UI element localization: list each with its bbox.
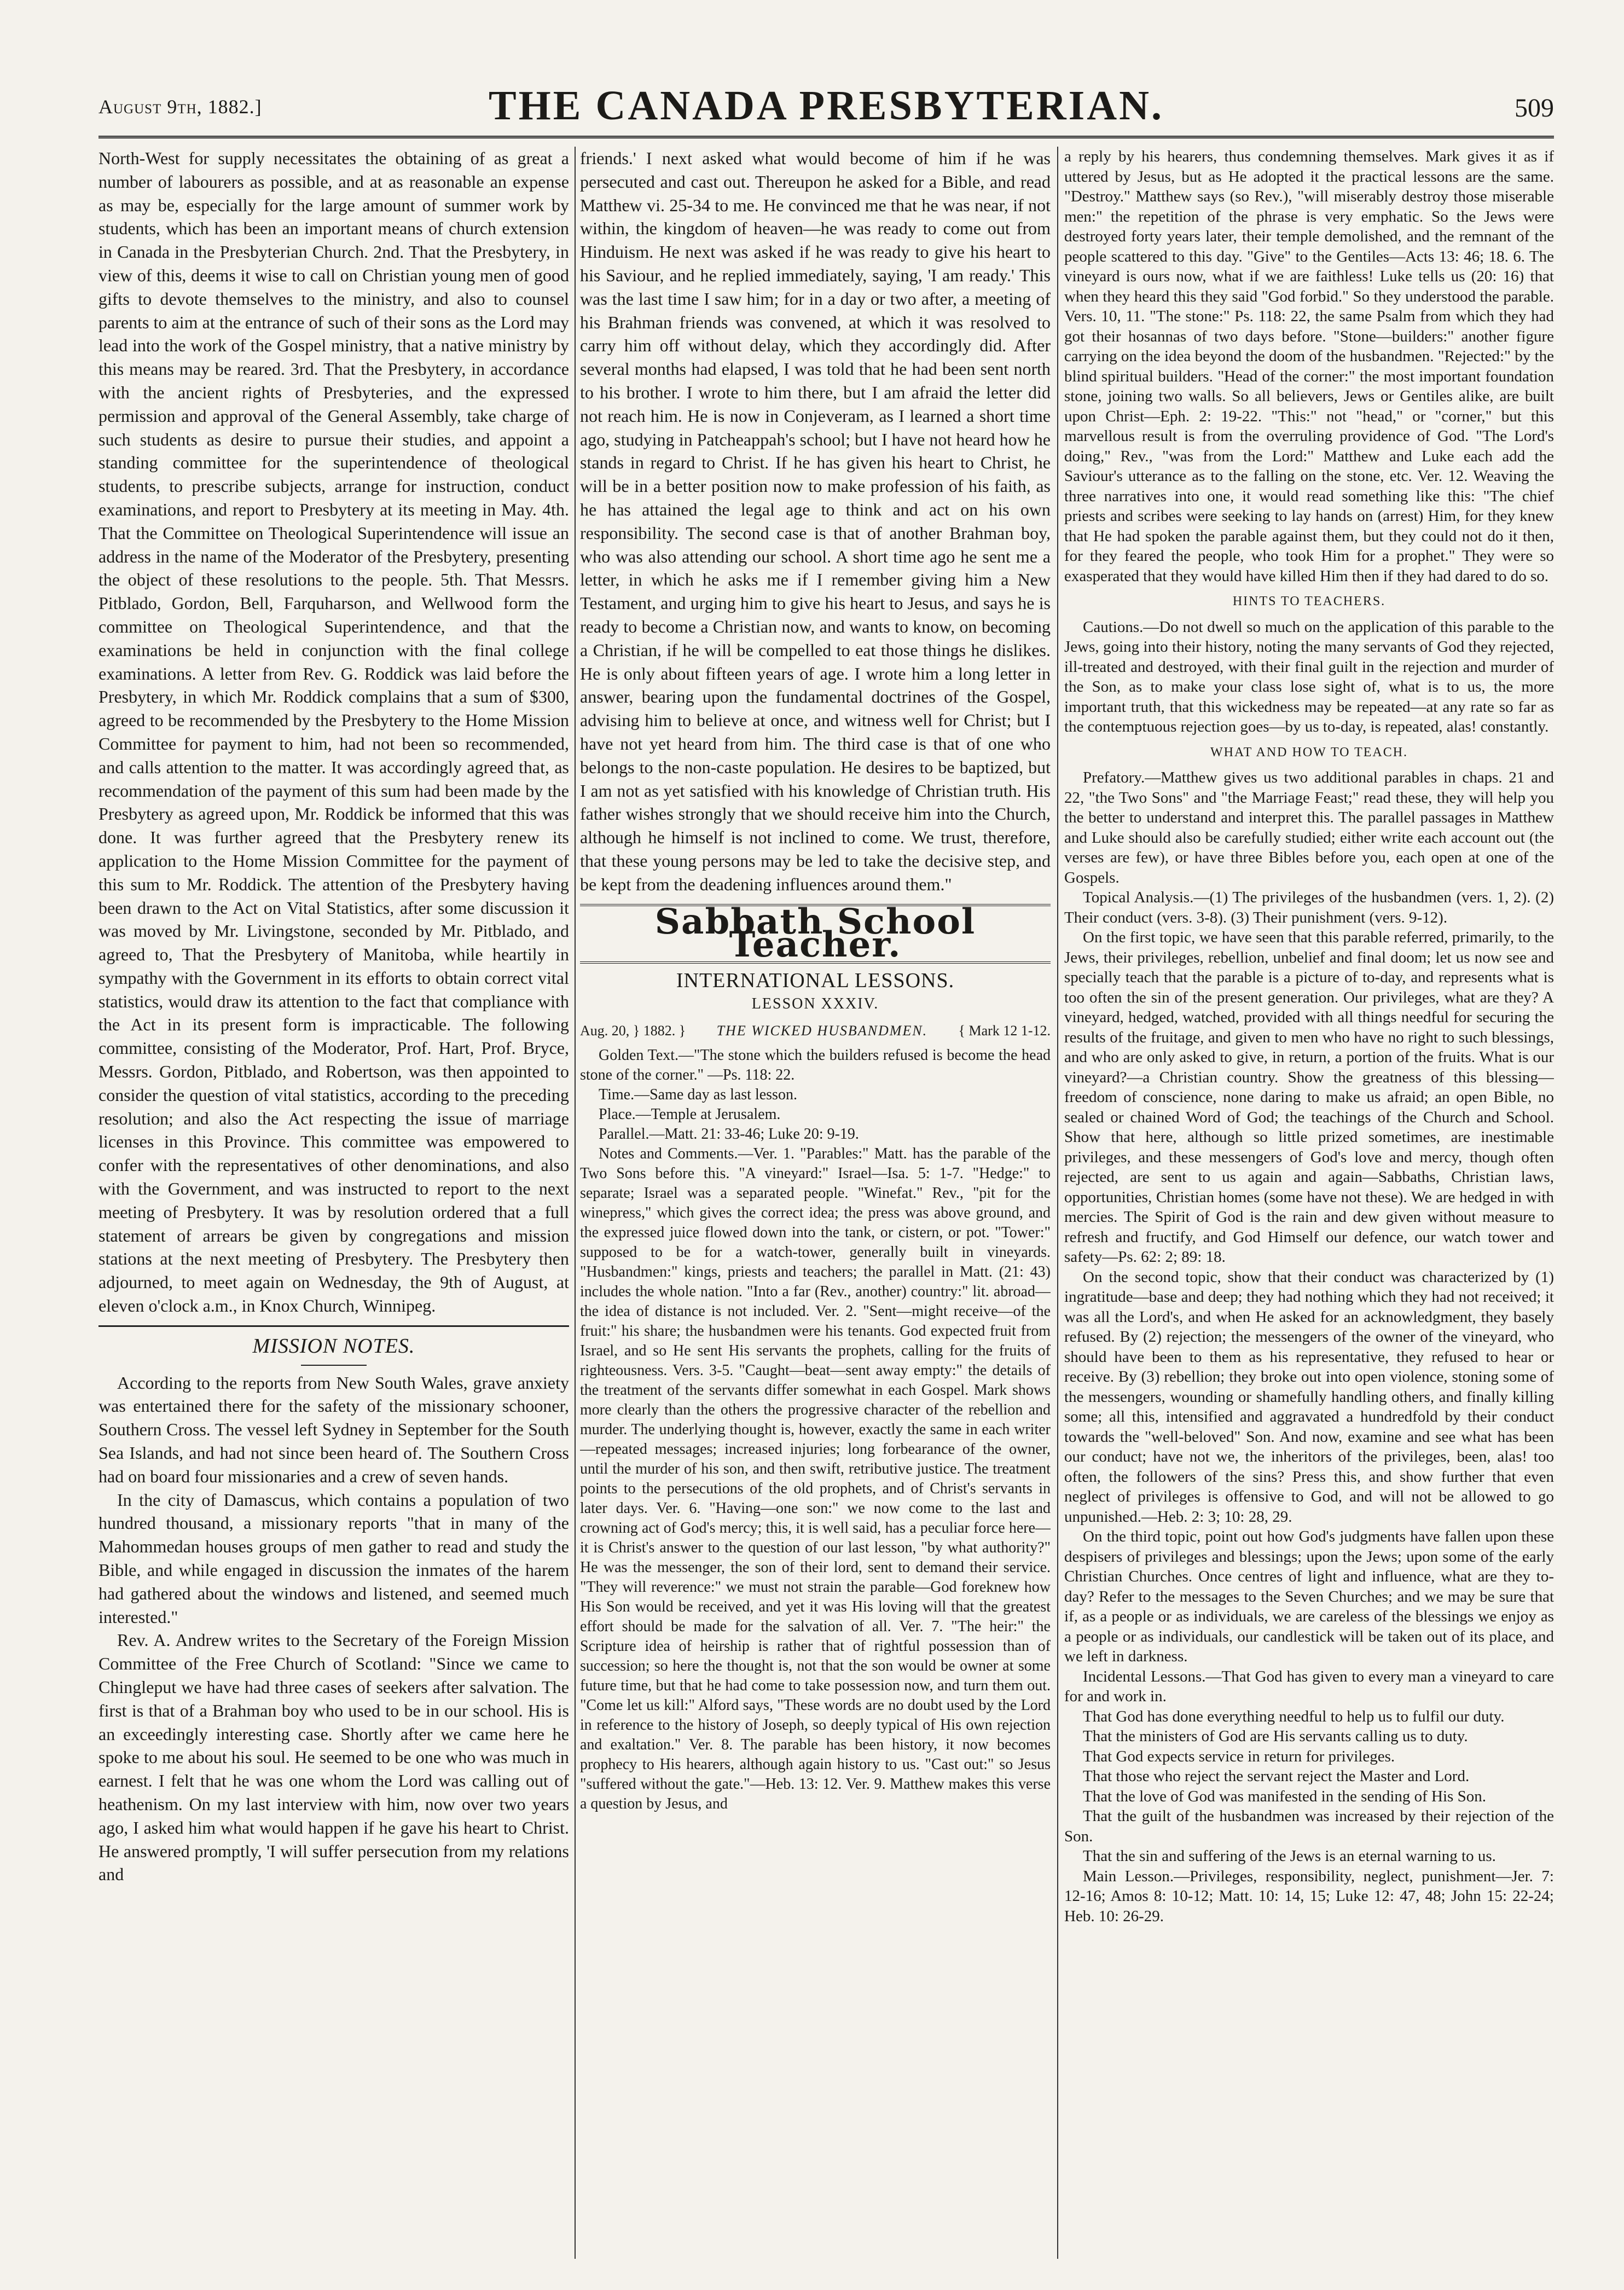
incidental-lesson: That the guilt of the husbandmen was increased by their rejection of the Son.	[1064, 1807, 1554, 1845]
notes-continued: a reply by his hearers, thus condemning themselves. Mark gives it as if uttered by Jesus, but as He adopted it the practical lessons are the same. "Destroy." Matthew says (so Rev.), "will miserably destroy those miserable men:" the repetition of the phrase is very emphatic. So the Jews were destroyed forty years later, their temple demolished, and the remnant of the people scattered to this day. "Give" to the Gentiles—Acts 13: 46; 18. 6. The vineyard is ours now, what if we are faithless! Luke tells us (20: 16) that when they heard this they said "God forbid." So they understood the parable. Vers. 10, 11. "The stone:" Ps. 118: 22, the same Psalm from which they had got their hosannas of two days before. "Stone—builders:" another figure carrying on the idea beyond the doom of the husbandmen. "Rejected:" by the blind spiritual builders. "Head of the corner:" the most important foundation stone, joining two walls. So all believers, Jews or Gentiles alike, are built upon Christ—Eph. 2: 19-22. "This:" not "head," or "corner," but this marvellous result is from the overruling providence of God. "The Lord's doing," Rev., "was from the Lord:" Matthew and Luke each add the Saviour's utterance as to the falling on the stone, etc. Ver. 12. Weaving the three narratives into one, it would read something like this: "The chief priests and scribes were seeking to lay hands on (arrest) Him, for they knew that He had spoken the parable against them, but they could not do it then, for they feared the people, who took Him for a prophet." They were so exasperated that they would have killed Him then if they had dared to do so.	[1064, 148, 1554, 585]
incidental-lesson: Incidental Lessons.—That God has given to every man a vineyard to care for and work in.	[1064, 1667, 1554, 1705]
mission-letter-continued: friends.' I next asked what would become of him if he was persecuted and cast out. Thereupon he asked for a Bible, and read Matthew vi. 25-34 to me. He convinced me that he was near, if not within, the kingdom of heaven—he was ready to come out from Hinduism. He next was asked if he was ready to give his heart to his Saviour, and he replied immediately, saying, 'I am ready.' This was the last time I saw him; for in a day or two after, a meeting of his Brahman friends was convened, at which it was resolved to carry him off without delay, which they accordingly did. After several months had elapsed, I was told that he had been sent north to his brother. I wrote to him there, but I am afraid the letter did not reach him. He is now in Conjeveram, as I learned a short time ago, studying in Patcheappah's school; but I have not heard how he stands in regard to Christ. If he has given his heart to Christ, he will be in a better position now to make profession of his faith, as he has attained the legal age to think and act on his own responsibility. The second case is that of another Brahman boy, who was also attending our school. A short time ago he sent me a letter, in which he asks me if I remember giving him a New Testament, and urging him to give his heart to Jesus, and says he is ready to become a Christian now, and wants to know, on becoming a Christian, if he will be compelled to eat those things he dislikes. He is only about fifteen years of age. I wrote him a long letter in answer, bearing upon the fundamental doctrines of the Gospel, advising him to believe at once, and witness well for Christ; but I have not yet heard from him. The third case is that of one who belongs to the non-caste population. He desires to be baptized, but I am not as yet satisfied with his knowledge of Christian truth. His father wishes strongly that we should receive him into the Church, although he himself is not inclined to come. We trust, therefore, that these young persons may be led to take the decisive step, and be kept from the deadening influences around them."	[580, 148, 1051, 894]
hints-heading: HINTS TO TEACHERS.	[1232, 594, 1386, 608]
column-1	[98, 147, 569, 2259]
incidental-lesson: That God has done everything needful to help us to fulfil our duty.	[1083, 1707, 1505, 1725]
mission-paragraph: Rev. A. Andrew writes to the Secretary of the Foreign Mission Committee of the Free Church of Scotland: "Since we came to Chingleput we have had three cases of seekers after salvation. The first is that of a Brahman boy who used to be in our school. His is an exceedingly interesting case. Shortly after we came here he spoke to me about his soul. He seemed to be one who was much in earnest. I felt that he was one whom the Lord was calling out of heathenism. On my last interview with him, now over two years ago, I asked him what would happen if he gave his heart to Christ. He answered promptly, 'I will suffer persecution from my relations and	[98, 1630, 569, 1885]
main-lesson: Main Lesson.—Privileges, responsibility, neglect, punishment—Jer. 7: 12-16; Amos 8: 10-12; Matt. 10: 14, 15; Luke 12: 47, 48; John 15: 22-24; Heb. 10: 26-29.	[1064, 1867, 1554, 1925]
header-rule	[98, 136, 1554, 138]
incidental-lesson: That those who reject the servant reject the Master and Lord.	[1083, 1767, 1470, 1785]
what-how-heading: WHAT AND HOW TO TEACH.	[1210, 745, 1408, 760]
presbytery-report: North-West for supply necessitates the obtaining of as great a number of labourers as possible, and at as reasonable an expense as may be, especially for the large amount of summer work by students, which has been an important means of church extension in Canada in the Presbyterian Church. 2nd. That the Presbytery, in view of this, deems it wise to call on Christian young men of good gifts to devote themselves to the ministry, and also to counsel parents to aim at the entrance of such of their sons as the Lord may lead into the work of the Gospel ministry, that a native ministry by this means may be reared. 3rd. That the Presbytery, in accordance with the ancient rights of Presbyteries, and the expressed permission and approval of the General Assembly, take charge of such students as desire to pursue their studies, and appoint a standing committee for the superintendence of theological students, to prescribe subjects, arrange for instruction, conduct examinations, and report to Presbytery at its meeting in May. 4th. That the Committee on Theological Superintendence will issue an address in the name of the Moderator of the Presbytery, presenting the object of these resolutions to the people. 5th. That Messrs. Pitblado, Gordon, Bell, Farquharson, and Wellwood form the committee on Theological Superintendence, and that the examinations be held in conjunction with the final college examinations. A letter from Rev. G. Roddick was laid before the Presbytery, in which Mr. Roddick complains that a sum of $300, agreed to be recommended by the Presbytery to the Home Mission Committee for payment to him, had not been so recommended, and calls attention to the matter. It was accordingly agreed that, as recommendation of the payment of this sum had been made by the Presbytery as agreed upon, Mr. Roddick be informed that this was done. It was further agreed that the Presbytery renew its application to the Home Mission Committee for the payment of this sum to Mr. Roddick. The attention of the Presbytery having been drawn to the Act on Vital Statistics, after some discussion it was moved by Mr. Livingstone, seconded by Mr. Pitblado, and agreed to, That the Presbytery of Manitoba, while heartily in sympathy with the Government in its efforts to obtain correct vital statistics, would draw its attention to the fact that compliance with the Act in its present form is impracticable. The following committee, consisting of the Moderator, Prof. Hart, Prof. Bryce, Messrs. Gordon, Pitblado, and Robertson, was then appointed to consider the question of vital statistics, according to the preceding resolution; and also the Act respecting the issue of marriage licenses in this Province. This committee was empowered to confer with the representatives of other denominations, and also with the Government, and was instructed to report to the next meeting of Presbytery. It was by resolution ordered that a full statement of arrears be given by congregations and mission stations at the next meeting of Presbytery. The Presbytery then adjourned, to meet again on Wednesday, the 9th of August, at eleven o'clock a.m., in Knox Church, Winnipeg.	[98, 148, 569, 1316]
sabbath-school-banner: Sabbath School Teacher.	[580, 904, 1051, 964]
lesson-parallel: Parallel.—Matt. 21: 33-46; Luke 20: 9-19.	[599, 1126, 859, 1143]
lesson-time: Time.—Same day as last lesson.	[599, 1086, 797, 1104]
golden-text: Golden Text.—"The stone which the builders refused is become the head stone of the corner." —Ps. 118: 22.	[580, 1047, 1051, 1084]
mission-paragraph: In the city of Damascus, which contains a population of two hundred thousand, a missionary reports "that in many of the Mahommedan houses groups of men gather to read and study the Bible, and while engaged in discussion the inmates of the harem had gathered about the windows and listened, and seemed much interested."	[98, 1489, 569, 1627]
mission-paragraph: According to the reports from New South Wales, grave anxiety was entertained there for the safety of the missionary schooner, Southern Cross. The vessel left Sydney in September for the South Sea Islands, and had not since been heard of. The Southern Cross had on board four missionaries and a crew of seven hands.	[98, 1372, 569, 1486]
cautions-paragraph: Cautions.—Do not dwell so much on the application of this parable to the Jews, going into their history, noting the many servants of God they rejected, ill-treated and destroyed, with their final guilt in the rejection and murder of the Son, as to make your class lose sight of, what is to us, the more important truth, that this wickedness may be repeated—at any rate so far as the contemptuous rejection goes—by us to-day, is repeated, alas! constantly.	[1064, 618, 1554, 735]
column-divider	[575, 147, 576, 2259]
mission-notes-heading: MISSION NOTES.	[252, 1334, 415, 1358]
notes-and-comments: Notes and Comments.—Ver. 1. "Parables:" Matt. has the parable of the Two Sons before this. "A vineyard:" Israel—Isa. 5: 1-7. "Hedge:" to separate; Israel was a separated people. "Winefat." Rev., "pit for the winepress," which gives the correct idea; the press was above ground, and the expressed juice flowed down into the tank, or cistern, or pot. "Tower:" supposed to be for a watch-tower, generally built in vineyards. "Husbandmen:" kings, priests and teachers; the parallel in Matt. (21: 43) includes the whole nation. "Into a far (Rev., another) country:" lit. abroad—the idea of distance is not included. Ver. 2. "Sent—might receive—of the fruit:" his share; the husbandmen were his tenants. God expected fruit from Israel, and so He sent His servants the prophets, calling for the fruits of righteousness. Vers. 3-5. "Caught—beat—sent away empty:" the details of the treatment of the servants differ somewhat in each Gospel. Mark shows more clearly than the others the progressive character of the rebellion and murder. The underlying thought is, however, exactly the same in each writer—repeated messages; increased injuries; long forbearance of the owner, until the murder of his son, and then swift, retributive justice. The treatment points to the persecutions of the old prophets, and of Christ's servants in later days. Ver. 6. "Having—one son:" we now come to the last and crowning act of God's mercy; this, it is well said, has a peculiar force here—it is Christ's answer to the question of our last lesson, "by what authority?" He was the messenger, the son of their lord, sent to demand their service. "They will reverence:" we must not strain the parable—God foreknew how His Son would be received, and yet it was His loving will that the greatest effort should be made for the salvation of all. Ver. 7. "The heir:" the Scripture idea of heirship is rather that of rightful possession than of succession; so here the thought is, not that the son would be owner at some future time, but that he had come to take possession now, and turn them out. "Come let us kill:" Alford says, "These words are no doubt used by the Lord in reference to the history of Joseph, so deeply typical of His own rejection and exaltation." Ver. 8. The parable has been history, it now becomes prophecy to His hearers, although again history to us. "Cast out:" so Jesus "suffered without the gate."—Heb. 13: 12. Ver. 9. Matthew makes this verse a question by Jesus, and	[580, 1145, 1051, 1813]
masthead	[98, 82, 1554, 131]
section-rule	[98, 1325, 569, 1327]
incidental-lesson: That God expects service in return for privileges.	[1083, 1747, 1395, 1765]
lesson-title-row	[580, 1019, 1051, 1043]
short-rule	[301, 1365, 367, 1366]
column-2	[580, 147, 1051, 2259]
prefatory-paragraph: Prefatory.—Matthew gives us two additional parables in chaps. 21 and 22, "the Two Sons" and "the Marriage Feast;" read these, they will help you the better to understand and interpret this. The parallel passages in Matthew and Luke should also be carefully studied; either write each account out (the verses are few), or have three Bibles before you, each open at one of the Gospels.	[1064, 769, 1554, 886]
incidental-lesson: That the love of God was manifested in the sending of His Son.	[1083, 1787, 1486, 1805]
international-lessons-heading: INTERNATIONAL LESSONS.	[676, 969, 955, 993]
lesson-title: THE WICKED HUSBANDMEN.	[716, 1022, 928, 1039]
newspaper-title: THE CANADA PRESBYTERIAN.	[488, 83, 1164, 129]
incidental-lesson: That the sin and suffering of the Jews is an eternal warning to us.	[1083, 1847, 1496, 1865]
first-topic: On the first topic, we have seen that this parable referred, primarily, to the Jews, their privileges, rebellion, unbelief and final doom; let us now see and specially teach that the parable is a picture of to-day, and represents what is too often the sin of the present generation. Our privileges, what are they? A vineyard, hedged, watched, provided with all things needful for securing the results of the fruitage, and given to men who have no right to such blessings, and who are only asked to give, in return, a portion of the fruits. What is our vineyard?—a Christian country. Show the greatness of this blessing—freedom of conscience, none daring to make us afraid; an open Bible, no sealed or chained Word of God; the teachings of the Church and School. Show that here, although so little prized sometimes, are inestimable privileges, and these messengers of God's love and mercy, though often rejected, are sent to us again and again—Sabbaths, Christian laws, opportunities, Christian homes (some have not these). We are hedged in with mercies. The Spirit of God is the rain and dew given without measure to refresh and fructify, and God Himself our defence, our watch tower and safety—Ps. 62: 2; 89: 18.	[1064, 929, 1554, 1266]
column-3	[1064, 147, 1554, 2259]
second-topic: On the second topic, show that their conduct was characterized by (1) ingratitude—base and deep; they had nothing which they had not received; it was all the Lord's, and when He asked for an acknowledgment, they basely refused. By (2) rejection; the messengers of the owner of the vineyard, who should have been to them as his representative, they refused to hear or receive. By (3) rebellion; they broke out into open violence, stoning some of the messengers, wounding or shamefully handling others, and finally killing some; all this, intensified and aggravated a hundredfold by their conduct towards the "well-beloved" Son. And now, examine and see what has been our conduct; have not we, the inheritors of the privileges, been, alas! too often, the followers of the sins? Press this, and show further that even neglect of privileges is offensive to God, and will not be allowed to go unpunished.—Heb. 2: 3; 10: 28, 29.	[1064, 1268, 1554, 1526]
incidental-lesson: That the ministers of God are His servants calling us to duty.	[1083, 1727, 1468, 1745]
lesson-reference: { Mark 12 1-12.	[958, 1022, 1051, 1039]
topical-analysis: Topical Analysis.—(1) The privileges of the husbandmen (vers. 1, 2). (2) Their conduct (vers. 3-8). (3) Their punishment (vers. 9-12).	[1064, 889, 1554, 926]
issue-date: August 9th, 1882.]	[98, 96, 262, 118]
column-divider	[1057, 147, 1058, 2259]
third-topic: On the third topic, point out how God's judgments have fallen upon these despisers of privileges and blessings; upon the Jews; upon some of the early Christian Churches. Once centres of light and influence, what are they to-day? Refer to the messages to the Seven Churches; and we may be sure that if, as a people or as individuals, we are careless of the blessings we enjoy as a people or as individuals, our candlestick will be taken out of its place, and we left in darkness.	[1064, 1528, 1554, 1665]
lesson-date: Aug. 20, } 1882. }	[580, 1022, 686, 1039]
lesson-place: Place.—Temple at Jerusalem.	[599, 1106, 781, 1123]
lesson-number: LESSON XXXIV.	[751, 995, 879, 1012]
page-number: 509	[1515, 94, 1554, 123]
